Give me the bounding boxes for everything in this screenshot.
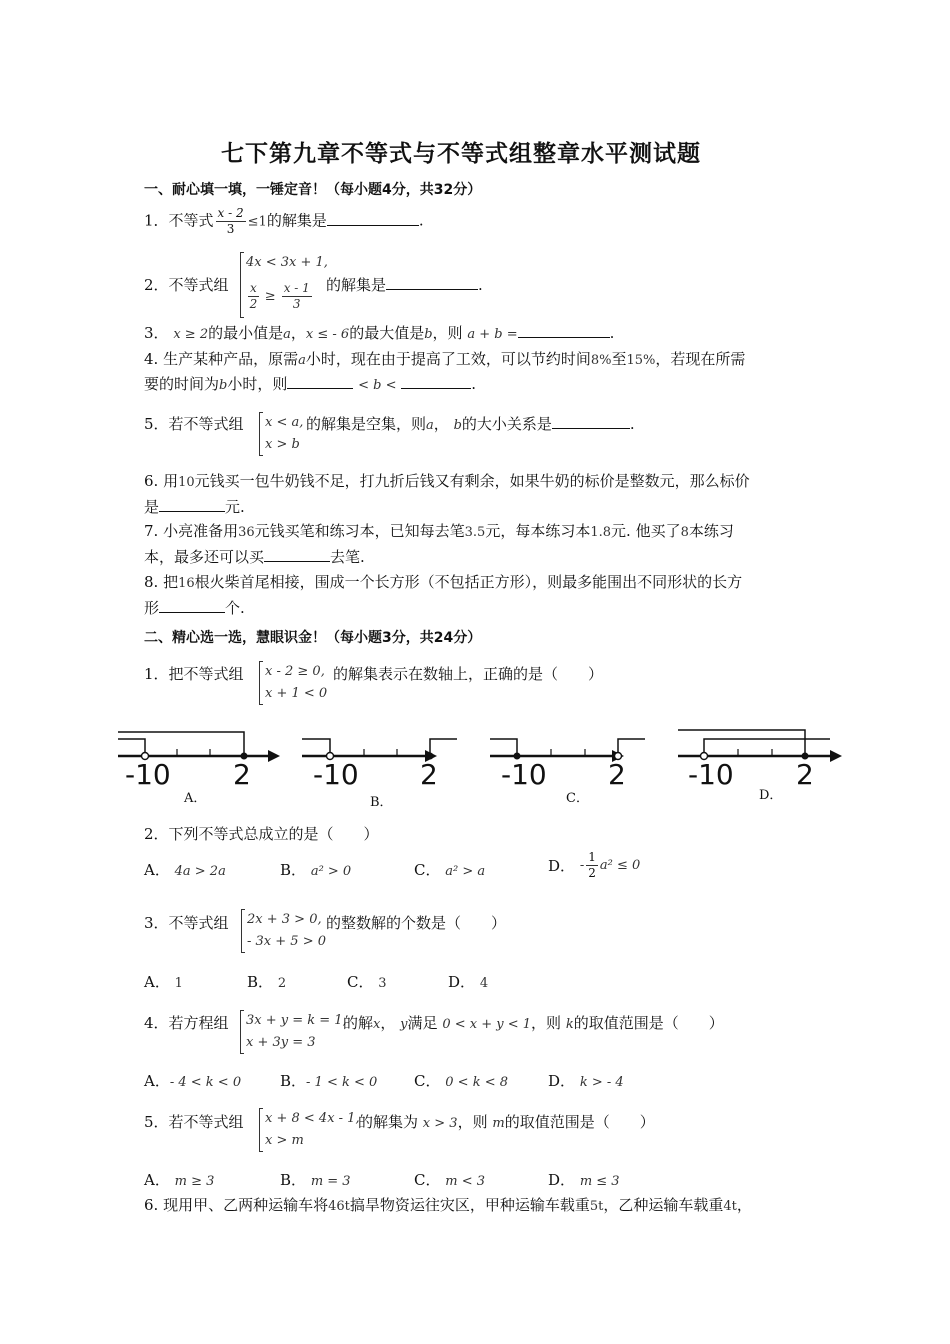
question-1-7-line2: 本，最多还可以买 去笔.: [144, 548, 365, 566]
inequality-system: 2x + 3 > 0, - 3x + 5 > 0: [241, 909, 326, 953]
svg-text:-10: -10: [688, 758, 734, 791]
question-2-6: 6. 现用甲、乙两种运输车将46t搞旱物资运往灾区，甲种运输车载重5t，乙种运输车载重4t，: [144, 1196, 752, 1214]
option-d[interactable]: D． m ≤ 3: [548, 1171, 620, 1189]
question-1-4-line2: 要的时间为b小时，则 < b < .: [144, 375, 477, 393]
option-a[interactable]: A． 1: [144, 973, 183, 991]
option-b[interactable]: B． m = 3: [280, 1171, 351, 1189]
option-c[interactable]: C． m < 3: [414, 1171, 486, 1189]
option-a[interactable]: A．- 4 < k < 0: [144, 1072, 242, 1090]
svg-text:-10: -10: [125, 758, 171, 791]
option-b[interactable]: B．- 1 < k < 0: [280, 1072, 378, 1090]
svg-text:-10: -10: [313, 758, 359, 791]
number-line-b: [302, 739, 457, 791]
question-1-2-text: 的解集是 .: [326, 276, 483, 294]
option-a[interactable]: A． 4a > 2a: [144, 861, 226, 879]
option-d[interactable]: D． 4: [448, 973, 489, 991]
option-b-label[interactable]: B．: [370, 795, 393, 810]
question-1-3: 3． x ≥ 2的最小值是a，x ≤ - 6的最大值是b，则 a + b = .: [144, 324, 615, 342]
option-c[interactable]: C． 3: [347, 973, 387, 991]
question-1-8-line2: 形 个.: [144, 599, 245, 617]
option-c-label[interactable]: C．: [566, 791, 589, 806]
option-c[interactable]: C． a² > a: [414, 861, 486, 879]
question-2-3-text: 的整数解的个数是（ ）: [326, 914, 507, 932]
option-b[interactable]: B． 2: [247, 973, 287, 991]
question-2-5-prefix: 5．若不等式组: [144, 1113, 244, 1131]
question-2-1-text: 的解集表示在数轴上，正确的是（ ）: [333, 665, 604, 683]
number-line-a: [118, 732, 280, 791]
question-2-3-prefix: 3．不等式组: [144, 914, 229, 932]
fraction: $\frac{x - 2}{3}$: [217, 206, 244, 236]
question-1-7-line1: 7. 小亮准备用36元钱买笔和练习本，已知每去笔3.5元，每本练习本1.8元. 他买了8本练习: [144, 522, 734, 540]
question-1-6-line1: 6. 用10元钱买一包牛奶钱不足，打九折后钱又有剩余，如果牛奶的标价是整数元，那么标价: [144, 472, 750, 490]
question-1-5-text: 的解集是空集，则a， b的大小关系是 .: [306, 415, 635, 433]
inequality-system: x < a, x > b: [259, 412, 303, 456]
question-1-1: [144, 206, 424, 237]
equation-system: 3x + y = k = 1, x + 3y = 3: [240, 1010, 347, 1054]
question-1-6-line2: 是 元.: [144, 498, 245, 516]
svg-text:2: 2: [233, 758, 251, 791]
svg-text:-10: -10: [501, 758, 547, 791]
inequality-system: 4x < 3x + 1, $\frac{x}{2}$ ≥ $\frac{x - 1}{3}$: [240, 252, 328, 318]
option-a[interactable]: A． m ≥ 3: [144, 1171, 215, 1189]
svg-text:2: 2: [420, 758, 438, 791]
question-2-2: 2．下列不等式总成立的是（ ）: [144, 825, 379, 843]
q-text: 的解集是: [266, 211, 327, 230]
answer-blank: [327, 211, 419, 226]
relation: ≤1: [247, 214, 267, 230]
number-line-options: [0, 722, 950, 812]
option-b[interactable]: B． a² > 0: [280, 861, 352, 879]
period: .: [418, 211, 424, 230]
q-prefix: 1．不等式: [144, 211, 214, 230]
number-line-c: [490, 739, 645, 791]
option-d[interactable]: D． k > - 4: [548, 1072, 624, 1090]
svg-text:2: 2: [796, 758, 814, 791]
option-a-label[interactable]: A．: [184, 791, 207, 806]
number-line-d: [678, 730, 842, 791]
question-2-1-prefix: 1．把不等式组: [144, 665, 244, 683]
inequality-system: x - 2 ≥ 0, x + 1 < 0: [259, 661, 327, 705]
question-1-4-line1: 4. 生产某种产品，原需a小时，现在由于提高了工效，可以节约时间8%至15%，若现在所需: [144, 350, 746, 368]
question-2-4-text: 的解x， y满足 0 < x + y < 1，则 k的取值范围是（ ）: [343, 1014, 724, 1032]
option-d[interactable]: D． - $\frac{1}{2}$ a² ≤ 0: [548, 850, 641, 880]
question-1-5-prefix: 5．若不等式组: [144, 415, 244, 433]
question-1-2-prefix: 2．不等式组: [144, 276, 229, 294]
svg-text:2: 2: [608, 758, 626, 791]
page-title: 七下第九章不等式与不等式组整章水平测试题: [221, 141, 701, 167]
question-1-8-line1: 8. 把16根火柴首尾相接，围成一个长方形（不包括正方形），则最多能围出不同形状的长方: [144, 573, 743, 591]
question-2-4-prefix: 4．若方程组: [144, 1014, 229, 1032]
question-2-5-text: 的解集为 x > 3，则 m的取值范围是（ ）: [358, 1113, 655, 1131]
section-heading-1: 一、耐心填一填，一锤定音！（每小题4分，共32分）: [144, 182, 482, 198]
inequality-system: x + 8 < 4x - 1, x > m: [259, 1108, 360, 1152]
option-c[interactable]: C． 0 < k < 8: [414, 1072, 508, 1090]
option-d-label[interactable]: D．: [759, 788, 783, 803]
section-heading-2: 二、精心选一选，慧眼识金！（每小题3分，共24分）: [144, 630, 482, 646]
